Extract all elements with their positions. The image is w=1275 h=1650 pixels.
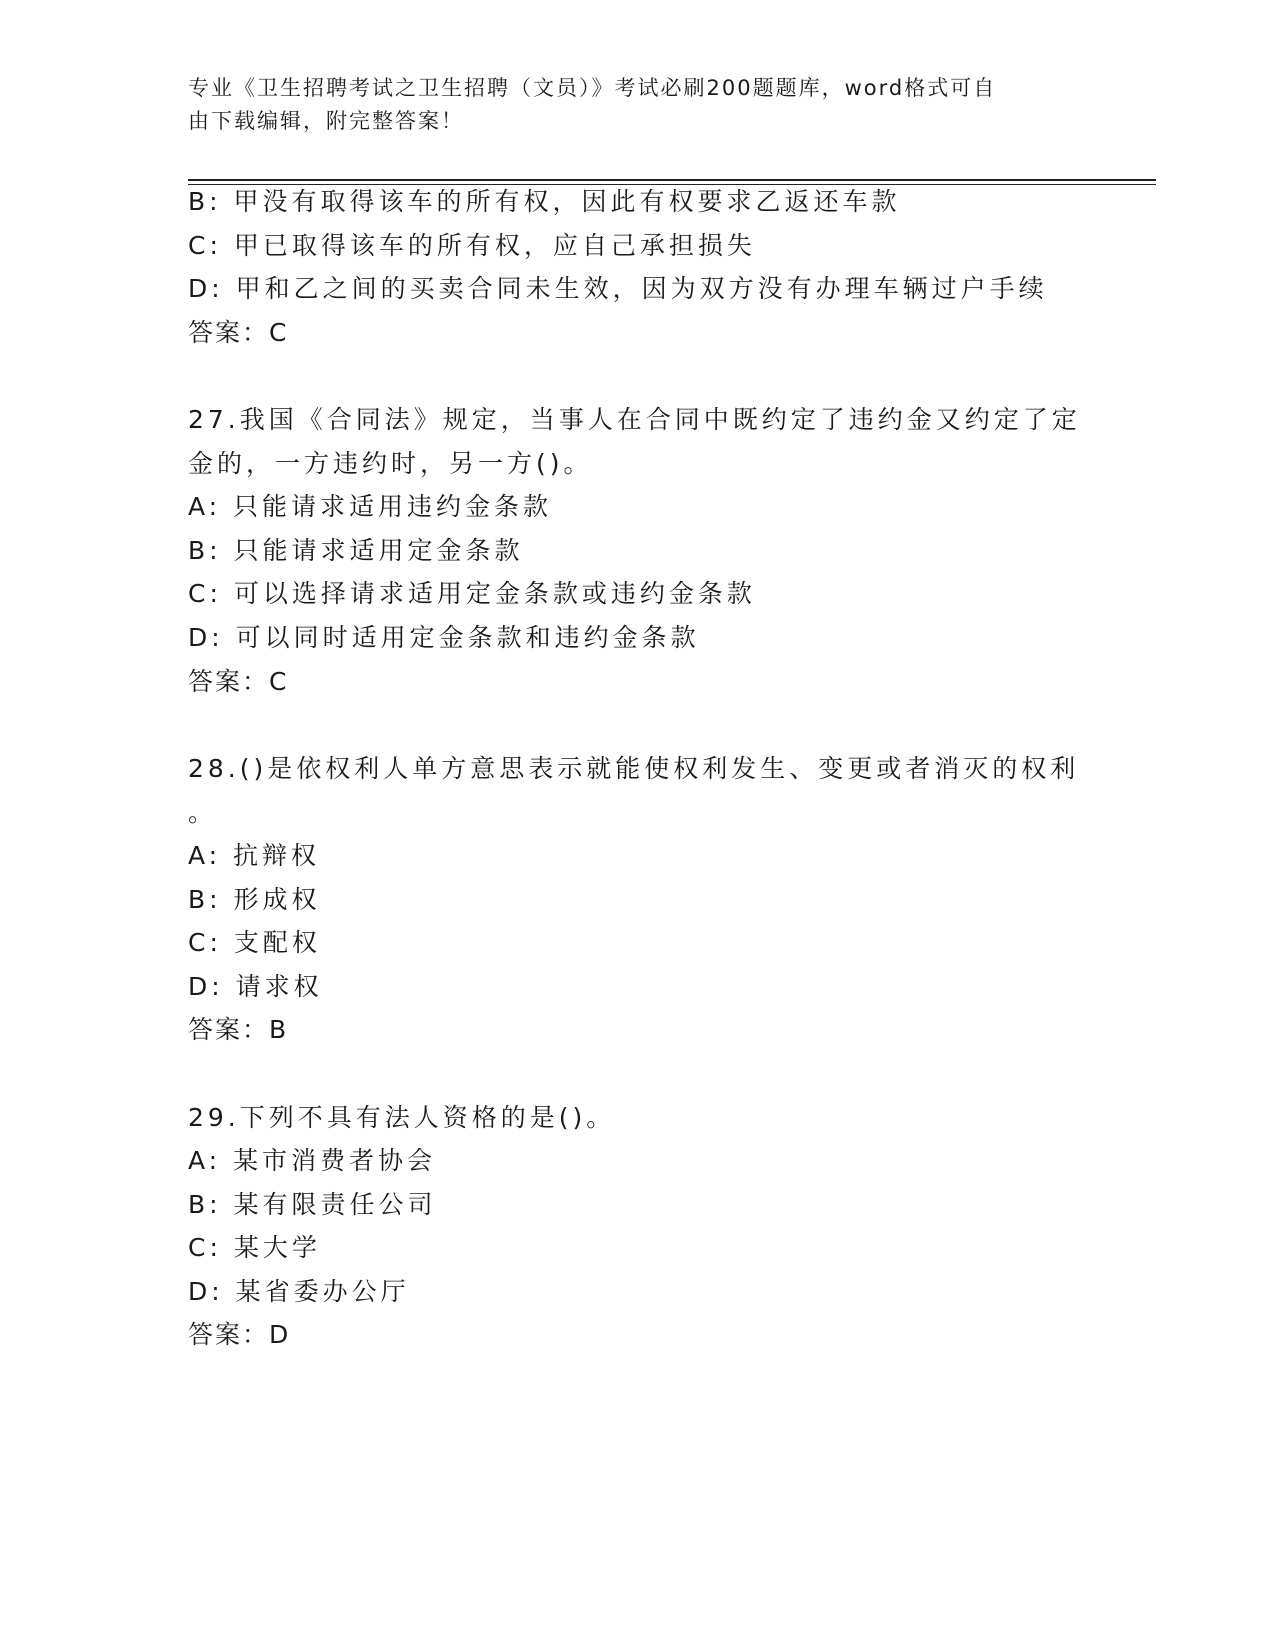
q29-option-a: A: 某市消费者协会 — [188, 1146, 437, 1175]
q29-stem-line-1: 29.下列不具有法人资格的是()。 — [188, 1103, 616, 1132]
q27-stem-line-2: 金的，一方违约时，另一方()。 — [188, 449, 593, 478]
q27-answer: 答案：C — [188, 667, 289, 696]
q29-answer: 答案：D — [188, 1320, 291, 1349]
q28-option-d: D: 请求权 — [188, 972, 323, 1001]
q29-option-d: D: 某省委办公厅 — [188, 1277, 410, 1306]
prev-answer: 答案：C — [188, 318, 289, 347]
q29-option-b: B: 某有限责任公司 — [188, 1190, 437, 1219]
q28-option-c: C: 支配权 — [188, 928, 321, 957]
prev-option-b: B: 甲没有取得该车的所有权，因此有权要求乙返还车款 — [188, 187, 901, 216]
q28-option-b: B: 形成权 — [188, 885, 321, 914]
q29-option-c: C: 某大学 — [188, 1233, 321, 1262]
header-line-1: 专业《卫生招聘考试之卫生招聘（文员）》考试必刷200题题库，word格式可自 — [188, 76, 997, 100]
header-divider-thick — [188, 179, 1156, 181]
prev-option-c: C: 甲已取得该车的所有权，应自己承担损失 — [188, 231, 756, 260]
prev-option-d: D: 甲和乙之间的买卖合同未生效，因为双方没有办理车辆过户手续 — [188, 274, 1048, 303]
q27-option-c: C: 可以选择请求适用定金条款或违约金条款 — [188, 579, 756, 608]
q28-answer: 答案：B — [188, 1015, 289, 1044]
header-line-2: 由下载编辑，附完整答案！ — [188, 109, 464, 133]
q27-option-b: B: 只能请求适用定金条款 — [188, 536, 524, 565]
q27-option-d: D: 可以同时适用定金条款和违约金条款 — [188, 623, 700, 652]
q27-option-a: A: 只能请求适用违约金条款 — [188, 492, 553, 521]
q28-option-a: A: 抗辩权 — [188, 841, 321, 870]
q27-stem-line-1: 27.我国《合同法》规定，当事人在合同中既约定了违约金又约定了定 — [188, 405, 1081, 434]
q28-stem-line-1: 28.()是依权利人单方意思表示就能使权利发生、变更或者消灭的权利 — [188, 754, 1080, 783]
document-header — [188, 72, 1088, 138]
header-divider-thin — [188, 184, 1156, 185]
q28-stem-line-2: 。 — [188, 798, 218, 827]
